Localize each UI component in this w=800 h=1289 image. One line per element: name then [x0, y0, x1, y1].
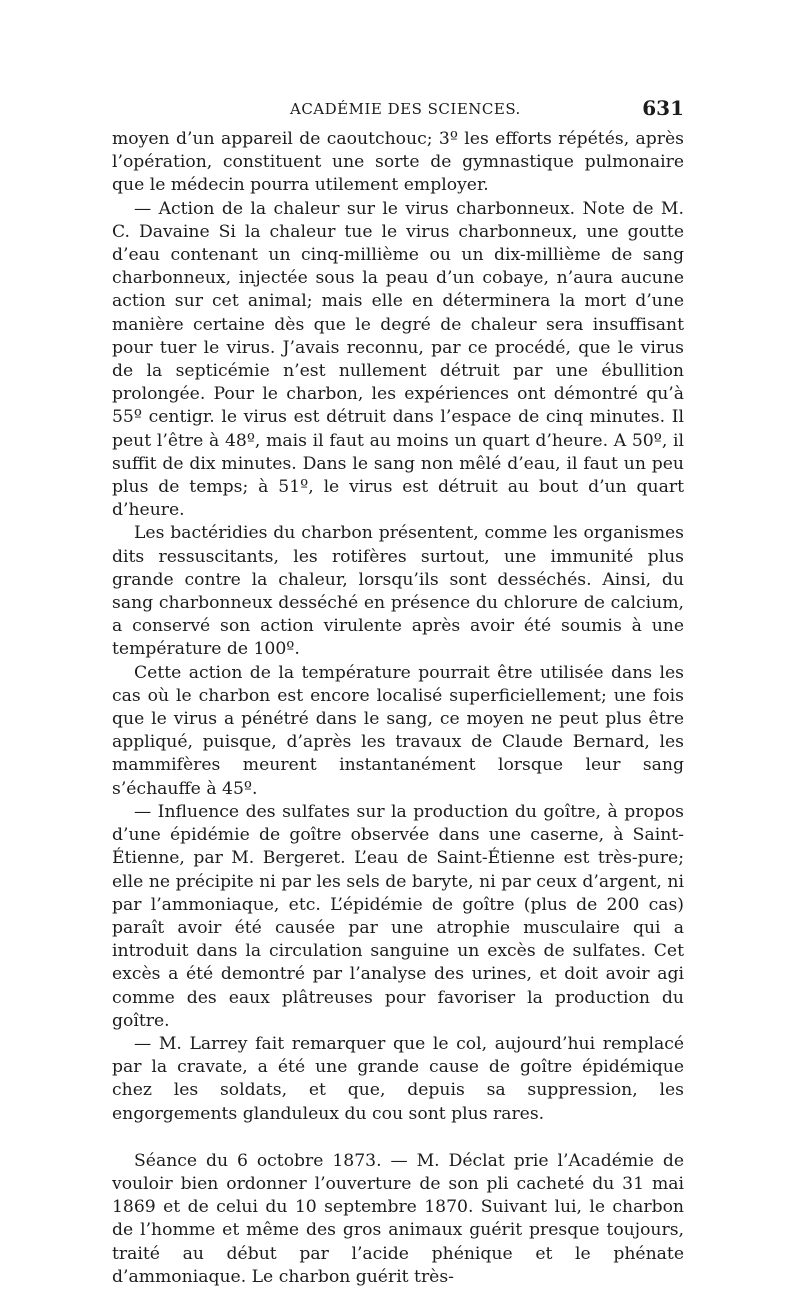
- body-text: [112, 128, 684, 1289]
- paragraph: — Action de la chaleur sur le virus charbonneux. Note de M. C. Davaine Si la chaleur tue le virus charbonneux, une goutte d’eau contenant un cinq-millième ou un dix-millième de sang charbonneux, injectée sous la peau d’un cobaye, n’aura aucune action sur cet animal; mais elle en déterminera la mort d’une manière certaine dès que le degré de chaleur sera insuffisant pour tuer le virus. J’avais reconnu, par ce procédé, que le virus de la septicémie n’est nullement détruit par une ébullition prolongée. Pour le charbon, les expériences ont démontré qu’à 55º centigr. le virus est détruit dans l’espace de cinq minutes. Il peut l’être à 48º, mais il faut au moins un quart d’heure. A 50º, il suffit de dix minutes. Dans le sang non mêlé d’eau, il faut un peu plus de temps; à 51º, le virus est détruit au bout d’un quart d’heure.: [112, 198, 684, 521]
- page-number: 631: [642, 96, 684, 120]
- paragraph: Séance du 6 octobre 1873. — M. Déclat prie l’Académie de vouloir bien ordonner l’ouverture de son pli cacheté du 31 mai 1869 et de celui du 10 septembre 1870. Suivant lui, le charbon de l’homme et même des gros animaux guérit presque toujours, traité au début par l’acide phénique et le phénate d’ammoniaque. Le charbon guérit très-: [112, 1150, 684, 1287]
- paragraph: moyen d’un appareil de caoutchouc; 3º les efforts répétés, après l’opération, constituent une sorte de gymnastique pulmonaire que le médecin pourra utilement employer.: [112, 129, 684, 196]
- paragraph: — M. Larrey fait remarquer que le col, aujourd’hui remplacé par la cravate, a été une grande cause de goître épidémique chez les soldats, et que, depuis sa suppression, les engorgements glanduleux du cou sont plus rares.: [112, 1033, 684, 1124]
- running-title: ACADÉMIE DES SCIENCES.: [290, 100, 521, 118]
- paragraph: Les bactéridies du charbon présentent, comme les organismes dits ressuscitants, les rotifères surtout, une immunité plus grande contre la chaleur, lorsqu’ils sont desséchés. Ainsi, du sang charbonneux desséché en présence du chlorure de calcium, a conservé son action virulente après avoir été soumis à une température de 100º.: [112, 523, 684, 660]
- running-header: [112, 96, 684, 124]
- paragraph: Cette action de la température pourrait être utilisée dans les cas où le charbon est encore localisé superficiellement; une fois que le virus a pénétré dans le sang, ce moyen ne peut plus être appliqué, puisque, d’après les travaux de Claude Bernard, les mammifères meurent instantanément lorsque leur sang s’échauffe à 45º.: [112, 662, 684, 799]
- paragraph: — Influence des sulfates sur la production du goître, à propos d’une épidémie de goître observée dans une caserne, à Saint-Étienne, par M. Bergeret. L’eau de Saint-Étienne est très-pure; elle ne précipite ni par les sels de baryte, ni par ceux d’argent, ni par l’ammoniaque, etc. L’épidémie de goître (plus de 200 cas) paraît avoir été causée par une atrophie musculaire qui a introduit dans la circulation sanguine un excès de sulfates. Cet excès a été demontré par l’analyse des urines, et doit avoir agi comme des eaux plâtreuses pour favoriser la production du goître.: [112, 801, 684, 1031]
